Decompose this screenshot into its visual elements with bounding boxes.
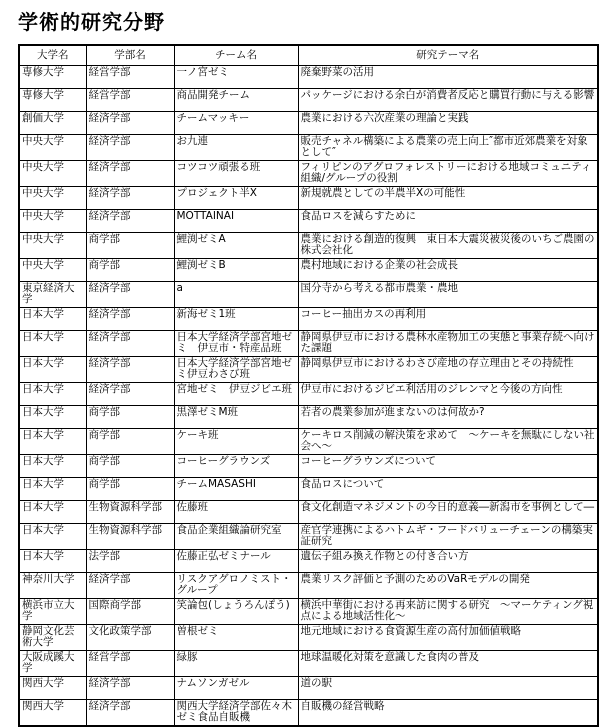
cell-university: 日本大学 bbox=[19, 523, 86, 549]
table-row bbox=[19, 356, 598, 382]
cell-theme: 横浜中華街における再来訪に関する研究 ～マーケティング視点による地域活性化～ bbox=[298, 598, 598, 624]
table-row bbox=[19, 650, 598, 676]
cell-team: a bbox=[174, 281, 298, 307]
header-faculty: 学部名 bbox=[86, 45, 174, 65]
cell-university: 日本大学 bbox=[19, 428, 86, 454]
cell-team: コーヒーグラウンズ bbox=[174, 454, 298, 477]
cell-university: 中央大学 bbox=[19, 160, 86, 186]
cell-theme: 廃棄野菜の活用 bbox=[298, 65, 598, 88]
cell-team: 緑豚 bbox=[174, 650, 298, 676]
cell-university: 日本大学 bbox=[19, 477, 86, 500]
table-row bbox=[19, 88, 598, 111]
table-row bbox=[19, 232, 598, 258]
cell-team: 鯉渕ゼミA bbox=[174, 232, 298, 258]
cell-university: 日本大学 bbox=[19, 330, 86, 356]
cell-theme: 食品ロスを減らすために bbox=[298, 209, 598, 232]
cell-faculty: 文化政策学部 bbox=[86, 624, 174, 650]
cell-theme: 農業における六次産業の理論と実践 bbox=[298, 111, 598, 134]
cell-university: 日本大学 bbox=[19, 549, 86, 572]
cell-team: 宮地ゼミ 伊豆ジビエ班 bbox=[174, 382, 298, 405]
cell-faculty: 国際商学部 bbox=[86, 598, 174, 624]
cell-faculty: 法学部 bbox=[86, 549, 174, 572]
table-row bbox=[19, 111, 598, 134]
table-row bbox=[19, 134, 598, 160]
table-row bbox=[19, 281, 598, 307]
cell-faculty: 経済学部 bbox=[86, 676, 174, 699]
cell-theme: 静岡県伊豆市における農林水産物加工の実態と事業存続へ向けた課題 bbox=[298, 330, 598, 356]
cell-team: 商品開発チーム bbox=[174, 88, 298, 111]
cell-university: 中央大学 bbox=[19, 209, 86, 232]
cell-theme: 国分寺から考える都市農業・農地 bbox=[298, 281, 598, 307]
cell-faculty: 経営学部 bbox=[86, 88, 174, 111]
cell-university: 東京経済大学 bbox=[19, 281, 86, 307]
cell-faculty: 経済学部 bbox=[86, 382, 174, 405]
cell-team: MOTTAINAI bbox=[174, 209, 298, 232]
cell-team: チームMASASHI bbox=[174, 477, 298, 500]
table-row bbox=[19, 160, 598, 186]
cell-team: 日本大学経済学部宮地ゼミ伊豆わさび班 bbox=[174, 356, 298, 382]
cell-faculty: 経済学部 bbox=[86, 134, 174, 160]
cell-team: ケーキ班 bbox=[174, 428, 298, 454]
table-row bbox=[19, 330, 598, 356]
cell-faculty: 生物資源科学部 bbox=[86, 523, 174, 549]
table-row bbox=[19, 549, 598, 572]
cell-theme: 食文化創造マネジメントの今日的意義―新潟市を事例として― bbox=[298, 500, 598, 523]
table-row bbox=[19, 258, 598, 281]
table-row bbox=[19, 428, 598, 454]
cell-team: 関西大学経済学部佐々木ゼミ食品自販機 bbox=[174, 699, 298, 726]
cell-theme: コーヒーグラウンズについて bbox=[298, 454, 598, 477]
cell-theme: パッケージにおける余白が消費者反応と購買行動に与える影響 bbox=[298, 88, 598, 111]
cell-faculty: 商学部 bbox=[86, 454, 174, 477]
table-row bbox=[19, 477, 598, 500]
cell-theme: フィリピンのアグロフォレストリーにおける地域コミュニティ組織/グループの役割 bbox=[298, 160, 598, 186]
cell-theme: 農村地域における企業の社会成長 bbox=[298, 258, 598, 281]
table-body bbox=[19, 65, 598, 726]
cell-theme: 産官学連携によるハトムギ・フードバリューチェーンの構築実証研究 bbox=[298, 523, 598, 549]
cell-faculty: 経済学部 bbox=[86, 186, 174, 209]
cell-university: 関西大学 bbox=[19, 699, 86, 726]
cell-faculty: 商学部 bbox=[86, 428, 174, 454]
table-row bbox=[19, 676, 598, 699]
cell-theme: 道の駅 bbox=[298, 676, 598, 699]
cell-theme: 伊豆市におけるジビエ利活用のジレンマと今後の方向性 bbox=[298, 382, 598, 405]
header-theme: 研究テーマ名 bbox=[298, 45, 598, 65]
cell-university: 日本大学 bbox=[19, 500, 86, 523]
cell-team: 一ノ宮ゼミ bbox=[174, 65, 298, 88]
cell-theme: 静岡県伊豆市におけるわさび産地の存立理由とその持続性 bbox=[298, 356, 598, 382]
cell-team: チームマッキー bbox=[174, 111, 298, 134]
cell-team: ナムソンガゼル bbox=[174, 676, 298, 699]
cell-team: リスクアグロノミスト・グループ bbox=[174, 572, 298, 598]
cell-theme: 地球温暖化対策を意識した食肉の普及 bbox=[298, 650, 598, 676]
table-row bbox=[19, 405, 598, 428]
cell-theme: 遺伝子組み換え作物との付き合い方 bbox=[298, 549, 598, 572]
cell-team: 鯉渕ゼミB bbox=[174, 258, 298, 281]
table-row bbox=[19, 572, 598, 598]
table-row bbox=[19, 382, 598, 405]
cell-theme: 新規就農としての半農半Xの可能性 bbox=[298, 186, 598, 209]
cell-theme: コーヒー抽出カスの再利用 bbox=[298, 307, 598, 330]
cell-faculty: 経済学部 bbox=[86, 281, 174, 307]
cell-faculty: 経済学部 bbox=[86, 572, 174, 598]
cell-team: 黒澤ゼミM班 bbox=[174, 405, 298, 428]
table-row bbox=[19, 699, 598, 726]
table-header bbox=[19, 45, 598, 65]
table-row bbox=[19, 307, 598, 330]
table-row bbox=[19, 186, 598, 209]
cell-university: 横浜市立大学 bbox=[19, 598, 86, 624]
cell-faculty: 商学部 bbox=[86, 232, 174, 258]
cell-team: 笑論包(しょうろんぽう) bbox=[174, 598, 298, 624]
table-row bbox=[19, 523, 598, 549]
cell-university: 専修大学 bbox=[19, 65, 86, 88]
cell-team: コツコツ頑張る班 bbox=[174, 160, 298, 186]
cell-faculty: 生物資源科学部 bbox=[86, 500, 174, 523]
research-table bbox=[18, 44, 599, 727]
cell-team: 食品企業組織論研究室 bbox=[174, 523, 298, 549]
header-team: チーム名 bbox=[174, 45, 298, 65]
cell-university: 日本大学 bbox=[19, 356, 86, 382]
cell-faculty: 経済学部 bbox=[86, 111, 174, 134]
cell-university: 専修大学 bbox=[19, 88, 86, 111]
cell-university: 関西大学 bbox=[19, 676, 86, 699]
cell-theme: 農業リスク評価と予測のためのVaRモデルの開発 bbox=[298, 572, 598, 598]
table-header-row bbox=[19, 45, 598, 65]
cell-faculty: 商学部 bbox=[86, 405, 174, 428]
cell-theme: 食品ロスについて bbox=[298, 477, 598, 500]
table-row bbox=[19, 624, 598, 650]
table-row bbox=[19, 598, 598, 624]
cell-faculty: 経営学部 bbox=[86, 65, 174, 88]
cell-faculty: 経済学部 bbox=[86, 160, 174, 186]
cell-team: 曽根ゼミ bbox=[174, 624, 298, 650]
cell-university: 静岡文化芸術大学 bbox=[19, 624, 86, 650]
cell-university: 神奈川大学 bbox=[19, 572, 86, 598]
table-row bbox=[19, 209, 598, 232]
page-title: 学術的研究分野 bbox=[18, 10, 165, 34]
cell-university: 創価大学 bbox=[19, 111, 86, 134]
cell-university: 中央大学 bbox=[19, 134, 86, 160]
cell-faculty: 経済学部 bbox=[86, 356, 174, 382]
cell-team: 佐藤正弘ゼミナール bbox=[174, 549, 298, 572]
cell-university: 中央大学 bbox=[19, 232, 86, 258]
cell-university: 中央大学 bbox=[19, 186, 86, 209]
table-row bbox=[19, 454, 598, 477]
cell-faculty: 商学部 bbox=[86, 477, 174, 500]
cell-university: 日本大学 bbox=[19, 307, 86, 330]
table-row bbox=[19, 65, 598, 88]
cell-team: 佐藤班 bbox=[174, 500, 298, 523]
cell-faculty: 商学部 bbox=[86, 258, 174, 281]
cell-theme: 地元地域における食資源生産の高付加価値戦略 bbox=[298, 624, 598, 650]
cell-faculty: 経営学部 bbox=[86, 650, 174, 676]
header-university: 大学名 bbox=[19, 45, 86, 65]
cell-team: プロジェクト半X bbox=[174, 186, 298, 209]
cell-faculty: 経済学部 bbox=[86, 209, 174, 232]
cell-theme: 農業における創造的復興 東日本大震災被災後のいちご農園の株式会社化 bbox=[298, 232, 598, 258]
cell-theme: 自販機の経営戦略 bbox=[298, 699, 598, 726]
cell-theme: 販売チャネル構築による農業の売上向上″都市近郊農業を対象として″ bbox=[298, 134, 598, 160]
cell-university: 中央大学 bbox=[19, 258, 86, 281]
cell-theme: 若者の農業参加が進まないのは何故か? bbox=[298, 405, 598, 428]
cell-university: 大阪成蹊大学 bbox=[19, 650, 86, 676]
table-row bbox=[19, 500, 598, 523]
cell-faculty: 経済学部 bbox=[86, 330, 174, 356]
cell-faculty: 経済学部 bbox=[86, 307, 174, 330]
cell-university: 日本大学 bbox=[19, 405, 86, 428]
cell-team: 新海ゼミ1班 bbox=[174, 307, 298, 330]
cell-team: お九連 bbox=[174, 134, 298, 160]
cell-university: 日本大学 bbox=[19, 454, 86, 477]
cell-team: 日本大学経済学部宮地ゼミ 伊豆市・特産品班 bbox=[174, 330, 298, 356]
cell-university: 日本大学 bbox=[19, 382, 86, 405]
cell-faculty: 経済学部 bbox=[86, 699, 174, 726]
cell-theme: ケーキロス削減の解決策を求めて ～ケーキを無駄にしない社会へ～ bbox=[298, 428, 598, 454]
